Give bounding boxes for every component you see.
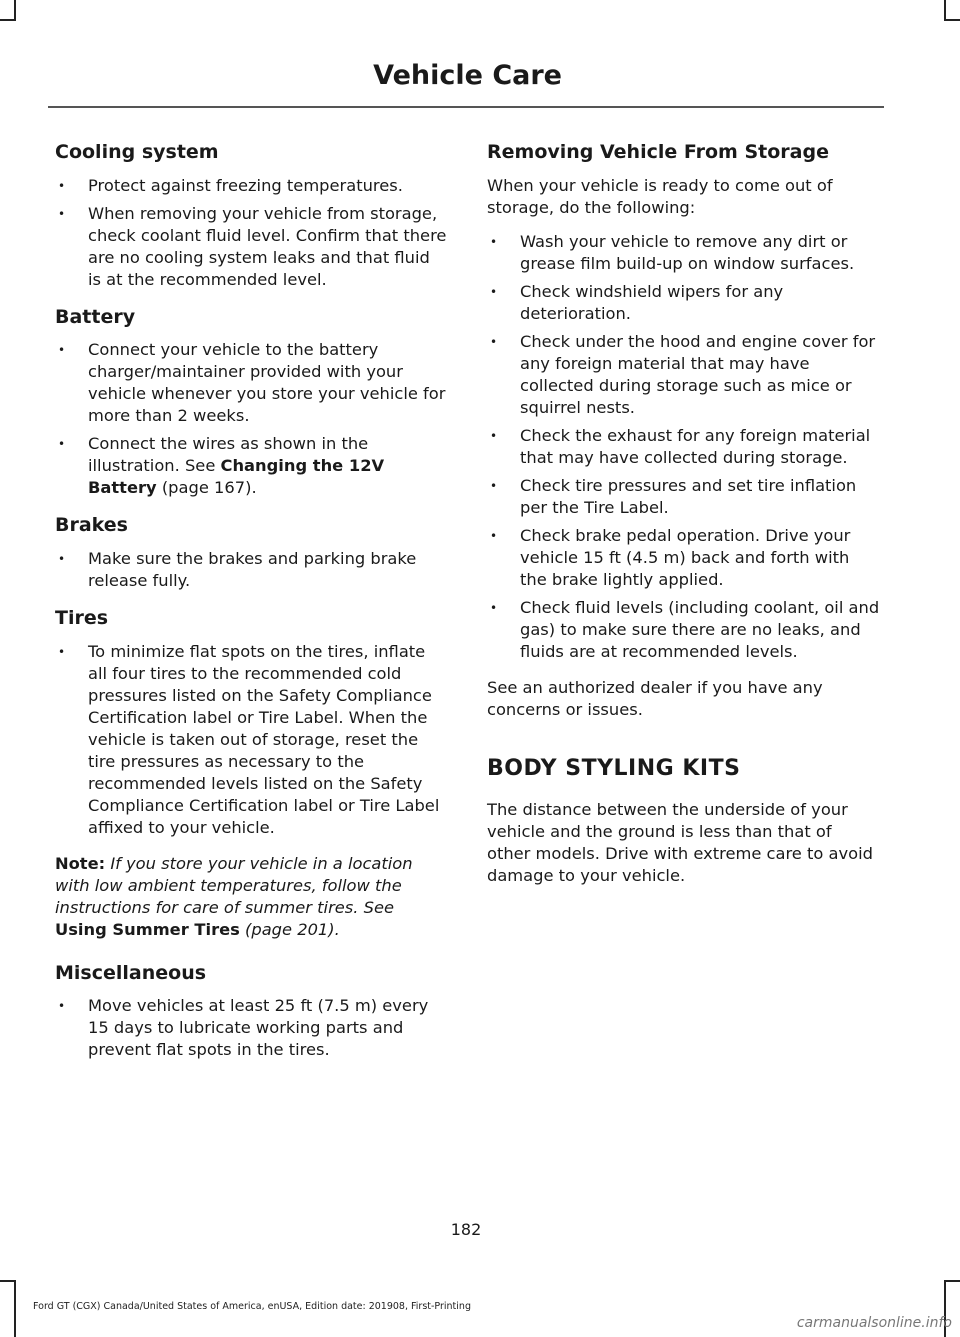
brakes-list (55, 548, 447, 592)
list-item: • Move vehicles at least 25 ft (7.5 m) every 15 days to lubricate working parts and prevent flat spots in the tires. (55, 995, 447, 1061)
watermark: carmanualsonline.info (796, 1315, 952, 1331)
body-styling-heading: BODY STYLING KITS (487, 755, 741, 781)
page-title: Vehicle Care (373, 60, 562, 91)
footer-edition: Ford GT (CGX) Canada/United States of America, enUSA, Edition date: 201908, First-Printing (33, 1301, 471, 1312)
removing-list (487, 231, 880, 663)
list-item: • Check fluid levels (including coolant, oil and gas) to make sure there are no leaks, and fluids are at recommended levels. (487, 597, 880, 663)
list-item: • Check windshield wipers for any deterioration. (487, 281, 880, 325)
note-page-ref: (page 201). (239, 919, 340, 939)
body-styling-text: The distance between the underside of your vehicle and the ground is less than that of other models. Drive with extreme care to avoid damage to your vehicle. (487, 800, 873, 886)
crop-mark (14, 1280, 16, 1337)
list-item: • Make sure the brakes and parking brake release fully. (55, 548, 447, 592)
list-item: • Check the exhaust for any foreign material that may have collected during storage. (487, 425, 880, 469)
removing-heading: Removing Vehicle From Storage (487, 141, 829, 163)
crop-mark (944, 19, 960, 21)
misc-list (55, 995, 447, 1061)
cooling-list (55, 175, 447, 291)
cooling-heading: Cooling system (55, 141, 219, 163)
crop-mark (944, 1280, 960, 1282)
list-item: • Connect your vehicle to the battery charger/maintainer provided with your vehicle whenever you store your vehicle for more than 2 weeks. (55, 339, 447, 427)
list-item (55, 433, 447, 499)
crop-mark (14, 0, 16, 20)
list-item: • To minimize flat spots on the tires, inflate all four tires to the recommended cold pressures listed on the Safety Compliance Certification label or Tire Label. When the vehicle is taken out of storage, reset the tire pressures as necessary to the recommended levels listed on the Safety Compliance Certification label or Tire Label affixed to your vehicle. (55, 641, 447, 839)
crop-mark (0, 1280, 16, 1282)
page-number: 182 (450, 1220, 482, 1239)
note-label: Note: (55, 853, 106, 873)
removing-outro: See an authorized dealer if you have any concerns or issues. (487, 677, 823, 719)
list-item: • When removing your vehicle from storage, check coolant fluid level. Confirm that there are no cooling system leaks and that fluid is at the recommended level. (55, 203, 447, 291)
list-item: • Check under the hood and engine cover for any foreign material that may have collected during storage such as mice or squirrel nests. (487, 331, 880, 419)
crop-mark (0, 19, 16, 21)
changing-battery-link[interactable]: Changing the 12V Battery (88, 456, 385, 498)
header-divider (48, 106, 884, 108)
list-item: • Check tire pressures and set tire inflation per the Tire Label. (487, 475, 880, 519)
tires-heading: Tires (55, 607, 109, 630)
summer-tires-link[interactable]: Using Summer Tires (55, 919, 240, 939)
left-column (55, 140, 447, 1075)
brakes-heading: Brakes (55, 514, 128, 537)
misc-heading: Miscellaneous (55, 961, 207, 984)
list-item: • Check brake pedal operation. Drive your vehicle 15 ft (4.5 m) back and forth with the brake lightly applied. (487, 525, 880, 591)
crop-mark (944, 0, 946, 20)
battery-heading: Battery (55, 305, 136, 328)
tires-note (55, 853, 447, 941)
removing-intro: When your vehicle is ready to come out of storage, do the following: (487, 175, 833, 217)
list-item: • Protect against freezing temperatures. (55, 175, 447, 197)
battery-item-text: Connect the wires as shown in the illustration. See (88, 434, 369, 476)
tires-list (55, 641, 447, 839)
list-item: • Wash your vehicle to remove any dirt or grease film build-up on window surfaces. (487, 231, 880, 275)
right-column (487, 140, 880, 899)
battery-page-ref: (page 167). (156, 478, 257, 498)
note-text: If you store your vehicle in a location with low ambient temperatures, follow the instructions for care of summer tires. See (55, 853, 413, 917)
battery-list (55, 339, 447, 499)
